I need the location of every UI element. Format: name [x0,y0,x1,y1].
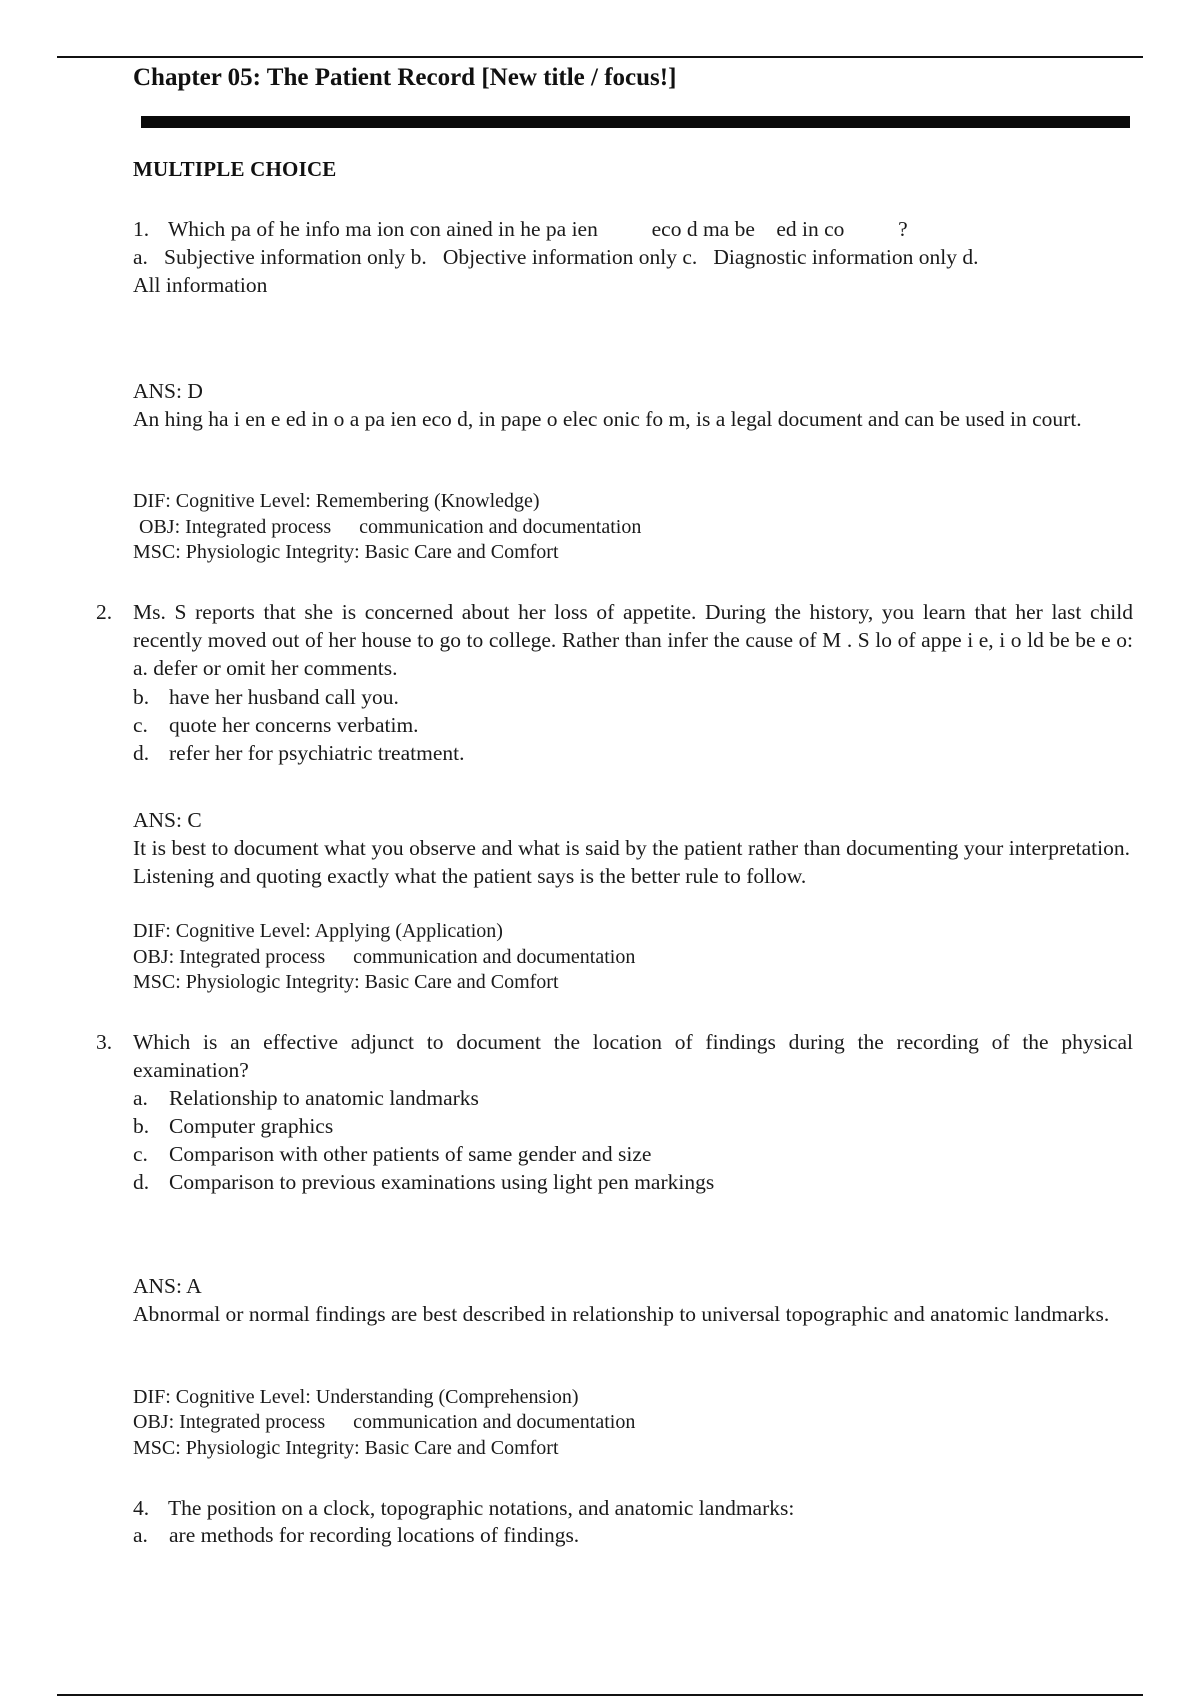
question-1-stem [133,215,1133,243]
option-letter: b. [133,1114,150,1138]
question-2-option-d [133,739,1133,767]
question-2-option-c [133,711,1133,739]
option-text: Comparison to previous examinations using light pen markings [169,1170,715,1194]
obj-label: OBJ: Integrated process [133,1411,326,1433]
question-number: 2. [96,600,113,624]
question-1-options-cont: All information [133,273,268,297]
top-rule [57,56,1143,58]
question-4-stem [133,1494,1133,1522]
option-letter: d. [133,741,150,765]
question-3-answer: ANS: A [133,1274,202,1298]
option-text: have her husband call you. [169,685,399,709]
question-text: The position on a clock, topographic notations, and anatomic landmarks: [168,1496,795,1520]
option-letter: c. [133,1142,148,1166]
question-1-msc: MSC: Physiologic Integrity: Basic Care and Comfort [133,541,559,563]
option-text: quote her concerns verbatim. [169,713,419,737]
obj-value: communication and documentation [353,1411,636,1433]
obj-label: OBJ: Integrated process [139,516,332,538]
question-3-obj [133,1410,1133,1435]
bottom-rule [57,1694,1143,1696]
obj-value: communication and documentation [359,516,642,538]
question-2-dif: DIF: Cognitive Level: Applying (Application) [133,920,503,942]
chapter-title: Chapter 05: The Patient Record [New title / focus!] [133,64,677,91]
question-3-dif: DIF: Cognitive Level: Understanding (Comprehension) [133,1386,579,1408]
question-number: 1. [133,217,150,241]
question-2-obj [133,945,1133,970]
option-text: Comparison with other patients of same gender and size [169,1142,652,1166]
question-1-obj [139,515,1139,540]
section-heading: MULTIPLE CHOICE [133,157,337,181]
question-2-stem [96,598,1133,682]
question-1-answer: ANS: D [133,379,203,403]
option-letter: a. [133,1086,148,1110]
option-letter: a. [133,1523,148,1547]
question-1-rationale: An hing ha i en e ed in o a pa ien eco d, in pape o elec onic fo m, is a legal document and can be used in court. [133,407,1082,431]
option-text: Computer graphics [169,1114,334,1138]
title-divider-bar [141,116,1130,128]
question-2-option-b [133,683,1133,711]
option-text: refer her for psychiatric treatment. [169,741,465,765]
question-4-option-a [133,1521,1133,1549]
question-text: Which pa of he info ma ion con ained in he pa ien eco d ma be ed in co ? [168,217,908,241]
question-3-stem [96,1028,1133,1084]
question-3-option-d [133,1168,1133,1196]
question-3-rationale: Abnormal or normal findings are best described in relationship to universal topographic and anatomic landmarks. [133,1302,1110,1326]
question-number: 4. [133,1496,150,1520]
option-letter: c. [133,713,148,737]
option-text: Relationship to anatomic landmarks [169,1086,479,1110]
question-1-options: a. Subjective information only b. Objective information only c. Diagnostic information only d. [133,245,979,269]
option-letter: d. [133,1170,150,1194]
question-2-rationale: It is best to document what you observe and what is said by the patient rather than documenting your interpretation. Listening and quoting exactly what the patient says is the better rule to follow. [133,836,1130,888]
question-3-msc: MSC: Physiologic Integrity: Basic Care and Comfort [133,1437,559,1459]
question-3-option-a [133,1084,1133,1112]
question-2-answer: ANS: C [133,808,202,832]
question-text: Which is an effective adjunct to document the location of findings during the recording of the physical examination? [133,1030,1133,1082]
obj-value: communication and documentation [353,946,636,968]
question-2-msc: MSC: Physiologic Integrity: Basic Care and Comfort [133,971,559,993]
obj-label: OBJ: Integrated process [133,946,326,968]
option-letter: b. [133,685,150,709]
question-text: Ms. S reports that she is concerned about her loss of appetite. During the history, you learn that her last child recently moved out of her house to go to college. Rather than infer the cause of M . S lo of appe i e, i o ld be be e o: a. defer or omit her comments. [133,600,1133,680]
question-1-dif: DIF: Cognitive Level: Remembering (Knowledge) [133,490,540,512]
option-text: are methods for recording locations of findings. [169,1523,580,1547]
question-3-option-c [133,1140,1133,1168]
question-number: 3. [96,1030,113,1054]
question-3-option-b [133,1112,1133,1140]
